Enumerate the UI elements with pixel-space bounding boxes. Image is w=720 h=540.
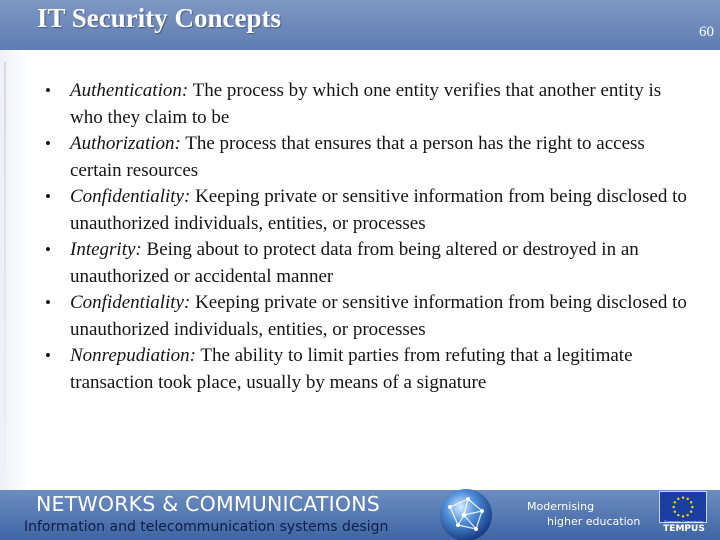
bullet-confidentiality [45,184,695,237]
bullet-term: Authorization: [70,133,181,154]
bullet-term: Confidentiality: [70,186,191,207]
bullet-authorization [45,131,695,184]
slide-title: IT Security Concepts [37,3,282,33]
bullet-text: The process that ensures that a person has the right to access certain resources [70,133,645,181]
left-rule [4,62,6,472]
eu-subcaption: European Commission [664,520,704,524]
bullet-integrity [45,237,695,290]
tagline-line-1: Modernising [527,500,595,513]
bullet-authentication [45,78,695,131]
bullet-confidentiality-repeat [45,290,695,343]
bullet-dot: • [45,134,51,153]
bullet-dot: • [45,346,51,365]
bullet-text: The process by which one entity verifies that another entity is who they claim to be [70,80,662,128]
bullet-dot: • [45,187,51,206]
bullet-text: Being about to protect data from being altered or destroyed in an unauthorized or accidental manner [70,239,639,287]
globe-icon [438,487,494,540]
tagline-line-2: higher education [547,515,641,528]
bullet-text: The ability to limit parties from refuting that a legitimate transaction took place, usually by means of a signature [70,345,633,393]
bullet-text: Keeping private or sensitive information from being disclosed to unauthorized individuals, entities, or processes [70,292,687,340]
title-bar [0,0,720,50]
eu-flag-icon [659,491,707,523]
eu-caption: TEMPUS [663,524,705,534]
tagline [527,499,640,529]
bullet-dot: • [45,293,51,312]
bullet-dot: • [45,240,51,259]
bullet-term: Integrity: [70,239,142,260]
footer-subtitle: Information and telecommunication systems design [24,519,389,535]
page-number: 60 [699,24,714,40]
bullet-list [45,78,695,396]
footer-title: NETWORKS & COMMUNICATIONS [36,492,380,516]
bullet-term: Authentication: [70,80,189,101]
bullet-nonrepudiation [45,343,695,396]
bullet-dot: • [45,81,51,100]
bullet-text: Keeping private or sensitive information from being disclosed to unauthorized individuals, entities, or processes [70,186,687,234]
bullet-term: Nonrepudiation: [70,345,196,366]
bullet-term: Confidentiality: [70,292,191,313]
